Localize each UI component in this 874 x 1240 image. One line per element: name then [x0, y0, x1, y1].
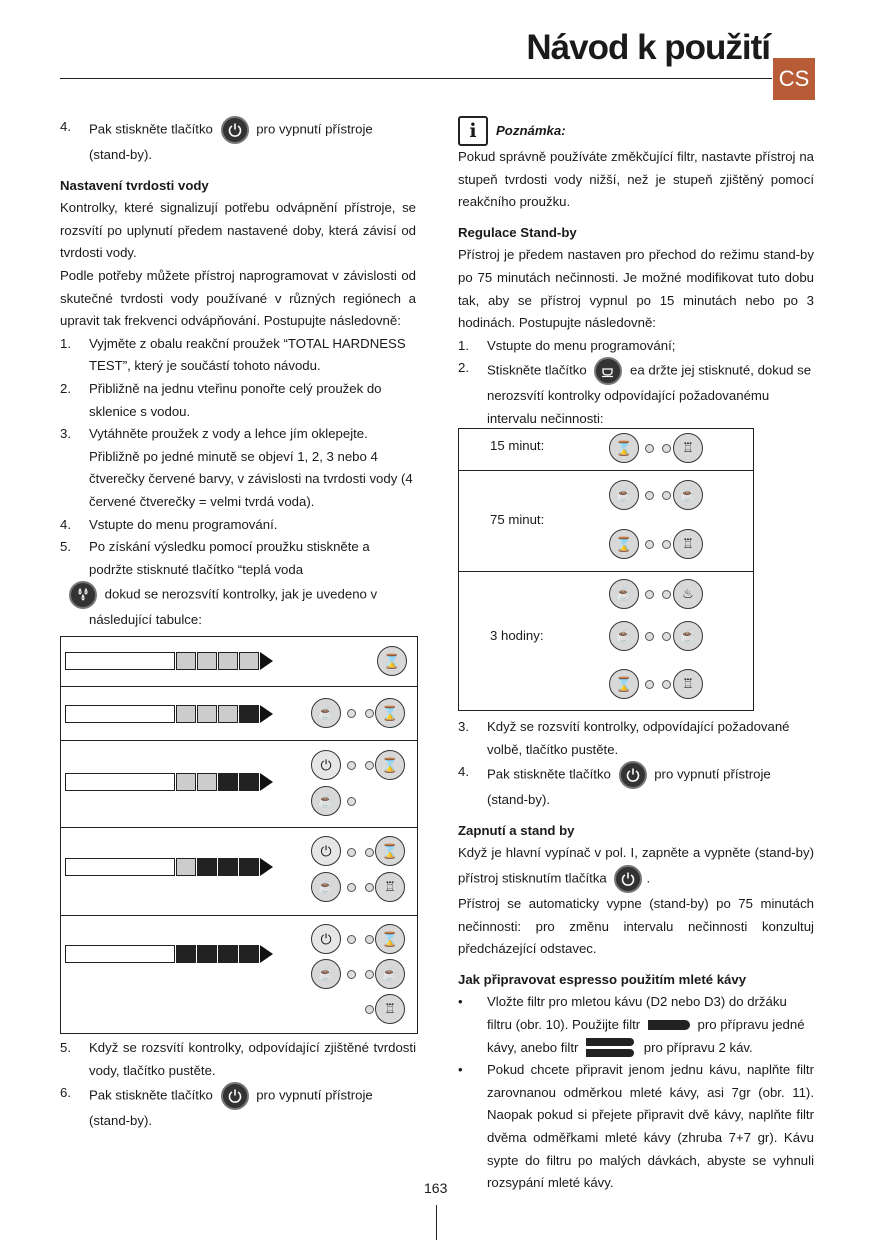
indicator-led	[347, 848, 356, 857]
indicator-led	[645, 632, 654, 641]
right-lower	[458, 716, 814, 1195]
strip-part	[65, 652, 175, 670]
strip-part	[176, 773, 196, 791]
paragraph: Když je hlavní vypínač v pol. I, zapněte a vypněte (stand-by) přístroj stisknutím tlačítka .	[458, 842, 814, 893]
indicator-led	[662, 444, 671, 453]
power-icon: ⏻	[311, 836, 341, 866]
list-item: 6. Pak stiskněte tlačítko pro vypnutí přístroje (stand-by).	[60, 1082, 416, 1133]
paragraph: Přístroj se automaticky vypne (stand-by) po 75 minutách nečinnosti: pro změnu intervalu nečinnosti konzultuj předcházející odstavec.	[458, 895, 814, 957]
indicator-led	[347, 935, 356, 944]
descale-icon: ⌛	[375, 836, 405, 866]
strip-part	[176, 945, 196, 963]
test-strip	[65, 705, 293, 723]
section-heading: Zapnutí a stand by	[458, 822, 575, 838]
strip-part	[260, 945, 273, 963]
note-text: Pokud správně používáte změkčující filtr, nastavte přístroj na stupeň tvrdosti vody nižší, než je stupeň zjištěný pomocí reakčního proužku.	[458, 149, 814, 210]
right-column	[458, 116, 814, 431]
info-icon: i	[458, 116, 488, 146]
left-after-table	[60, 1037, 416, 1133]
strip-part	[65, 773, 175, 791]
cup-icon: ☕	[311, 786, 341, 816]
section-heading: Jak připravovat espresso použitím mleté kávy	[458, 971, 747, 987]
strip-part	[197, 705, 217, 723]
strip-part	[239, 773, 259, 791]
list-item: 5. Když se rozsvítí kontrolky, odpovídající zjištěné tvrdosti vody, tlačítko pustěte.	[60, 1040, 416, 1078]
list-item: 1. Vyjměte z obalu reakční proužek “TOTAL HARDNESS TEST”, který je součástí tohoto návodu.	[60, 335, 406, 374]
page-title: Návod k použití	[526, 28, 770, 67]
strip-part	[260, 773, 273, 791]
descale-icon: ⌛	[609, 529, 639, 559]
strip-part	[218, 705, 238, 723]
cup-icon: ☕	[609, 621, 639, 651]
table-row	[61, 916, 417, 1033]
descale-icon: ⌛	[375, 750, 405, 780]
strip-square	[218, 652, 238, 670]
power-icon: ⏻	[311, 924, 341, 954]
strip-part	[197, 858, 217, 876]
indicator-led	[662, 680, 671, 689]
strip-part	[65, 945, 175, 963]
hardness-table	[60, 636, 418, 1034]
cup-icon: ☕	[609, 480, 639, 510]
standby-table	[458, 428, 754, 711]
cup-icon: ☕	[609, 579, 639, 609]
mug-icon: ♖	[375, 994, 405, 1024]
table-row	[459, 471, 753, 572]
descale-icon: ⌛	[375, 924, 405, 954]
indicator-led	[365, 761, 374, 770]
indicator-led	[347, 709, 356, 718]
list-item: 2. Přibližně na jednu vteřinu ponořte celý proužek do sklenice s vodou.	[60, 380, 382, 419]
power-icon	[221, 116, 249, 144]
test-strip	[65, 773, 293, 791]
section-heading: Regulace Stand-by	[458, 224, 577, 240]
strip-part	[176, 858, 196, 876]
interval-label: 75 minut:	[490, 512, 545, 527]
hot-water-icon: ♨	[673, 579, 703, 609]
test-strip	[65, 858, 293, 876]
indicator-led	[645, 680, 654, 689]
strip-part	[260, 652, 273, 670]
hot-water-icon	[69, 581, 97, 609]
single-filter-icon	[648, 1020, 690, 1030]
mug-icon: ♖	[375, 872, 405, 902]
list-item: 4. Pak stiskněte tlačítko pro vypnutí přístroje (stand-by).	[60, 116, 416, 167]
strip-part	[176, 705, 196, 723]
cup-icon: ☕	[311, 872, 341, 902]
left-column	[60, 116, 416, 632]
list-item: • Pokud chcete připravit jenom jednu kávu, naplňte filtr zarovnanou odměrkou mleté kávy, asi 7gr (obr. 11). Naopak pokud si přejete připravit dvě kávy, naplňte filtr dvěma odměřkami mleté kávy (zhruba 7+7 gr). Kávu sypte do filtru po malých dávkách, abyste se vyhnuli rozsypání mleté kávy.	[458, 1062, 814, 1191]
indicator-led	[662, 540, 671, 549]
list-item: 2. Stiskněte tlačítko ea držte jej stisknuté, dokud se nerozsvítí kontrolky odpovídající požadovanému intervalu nečinnosti:	[458, 357, 814, 430]
strip-part	[218, 773, 238, 791]
strip-square	[239, 652, 259, 670]
indicator-led	[347, 883, 356, 892]
cup-icon: ☕	[311, 698, 341, 728]
paragraph: Podle potřeby můžete přístroj naprogramovat v závislosti od skutečné tvrdosti vody používané v různých regiónech a upravit tak frekvenci odvápňování. Postupujte následovně:	[60, 267, 416, 329]
table-row	[459, 572, 753, 710]
strip-part	[239, 858, 259, 876]
section-heading: Nastavení tvrdosti vody	[60, 177, 209, 193]
descale-icon: ⌛	[377, 646, 407, 676]
strip-part	[218, 945, 238, 963]
language-badge: CS	[773, 58, 815, 100]
strip-part	[260, 705, 273, 723]
strip-part	[239, 705, 259, 723]
strip-part	[65, 858, 175, 876]
note-header: i Poznámka:	[458, 116, 814, 146]
header-rule	[60, 78, 772, 79]
power-icon	[619, 761, 647, 789]
power-icon: ⏻	[311, 750, 341, 780]
indicator-led	[365, 970, 374, 979]
indicator-led	[662, 491, 671, 500]
strip-square	[176, 652, 196, 670]
descale-icon: ⌛	[609, 669, 639, 699]
list-item: 4. Pak stiskněte tlačítko pro vypnutí přístroje (stand-by).	[458, 761, 814, 812]
list-item: 3. Vytáhněte proužek z vody a lehce jím oklepejte. Přibližně po jedné minutě se objeví 1, 2, 3 nebo 4 čtverečky červené barvy, v závislosti na tvrdosti vody (4 červené čtverečky = velmi tvrdá voda).	[60, 426, 413, 509]
mug-icon: ☕	[673, 621, 703, 651]
mug-icon: ♖	[673, 529, 703, 559]
indicator-led	[662, 632, 671, 641]
strip-part	[260, 858, 273, 876]
strip-part	[197, 945, 217, 963]
indicator-led	[645, 540, 654, 549]
list-item: 5. Po získání výsledku pomocí proužku stiskněte a podržte stisknuté tlačítko “teplá voda dokud se nerozsvítí kontrolky, jak je uvedeno v následující tabulce:	[60, 539, 378, 628]
table-row	[61, 828, 417, 916]
table-row	[459, 429, 753, 471]
page-number: 163	[424, 1180, 448, 1196]
power-icon	[614, 865, 642, 893]
mug-icon: ☕	[375, 959, 405, 989]
indicator-led	[645, 491, 654, 500]
cup-icon	[594, 357, 622, 385]
test-strip	[65, 945, 293, 963]
mug-icon: ♖	[673, 433, 703, 463]
paragraph: Kontrolky, které signalizují potřebu odvápnění přístroje, se rozsvítí po uplynutí předem nastavené doby, která závisí od tvrdosti vody.	[60, 200, 416, 261]
strip-square	[197, 652, 217, 670]
table-row	[61, 687, 417, 741]
test-strip	[65, 652, 293, 670]
strip-part	[239, 945, 259, 963]
mug-icon: ☕	[673, 480, 703, 510]
indicator-led	[645, 590, 654, 599]
list-item: 4. Vstupte do menu programování.	[60, 516, 278, 532]
interval-label: 3 hodiny:	[490, 628, 544, 643]
indicator-led	[365, 935, 374, 944]
indicator-led	[365, 883, 374, 892]
indicator-led	[662, 590, 671, 599]
interval-label: 15 minut:	[490, 438, 545, 453]
list-item: • Vložte filtr pro mletou kávu (D2 nebo D3) do držáku filtru (obr. 10). Použijte filtr pro přípravu jedné kávy, anebo filtr pro přípravu 2 káv.	[458, 991, 814, 1059]
strip-part	[197, 773, 217, 791]
cup-icon: ☕	[311, 959, 341, 989]
indicator-led	[347, 761, 356, 770]
strip-part	[65, 705, 175, 723]
list-item: 3. Když se rozsvítí kontrolky, odpovídající požadované volbě, tlačítko pustěte.	[458, 719, 790, 757]
indicator-led	[365, 848, 374, 857]
descale-icon: ⌛	[375, 698, 405, 728]
indicator-led	[347, 797, 356, 806]
double-filter-icon	[586, 1038, 636, 1058]
table-row	[61, 741, 417, 828]
mug-icon: ♖	[673, 669, 703, 699]
indicator-led	[365, 709, 374, 718]
footer-rule	[436, 1205, 437, 1240]
indicator-led	[347, 970, 356, 979]
indicator-led	[645, 444, 654, 453]
indicator-led	[365, 1005, 374, 1014]
paragraph: Přístroj je předem nastaven pro přechod do režimu stand-by po 75 minutách nečinnosti. Je možné modifikovat tuto dobu tak, aby se přístroj vypnul po 15 minutách nebo po 3 hodinách. Postupujte následovně:	[458, 247, 814, 331]
list-item: 1. Vstupte do menu programování;	[458, 337, 676, 353]
strip-part	[218, 858, 238, 876]
power-icon	[221, 1082, 249, 1110]
descale-icon: ⌛	[609, 433, 639, 463]
table-row	[61, 637, 417, 687]
